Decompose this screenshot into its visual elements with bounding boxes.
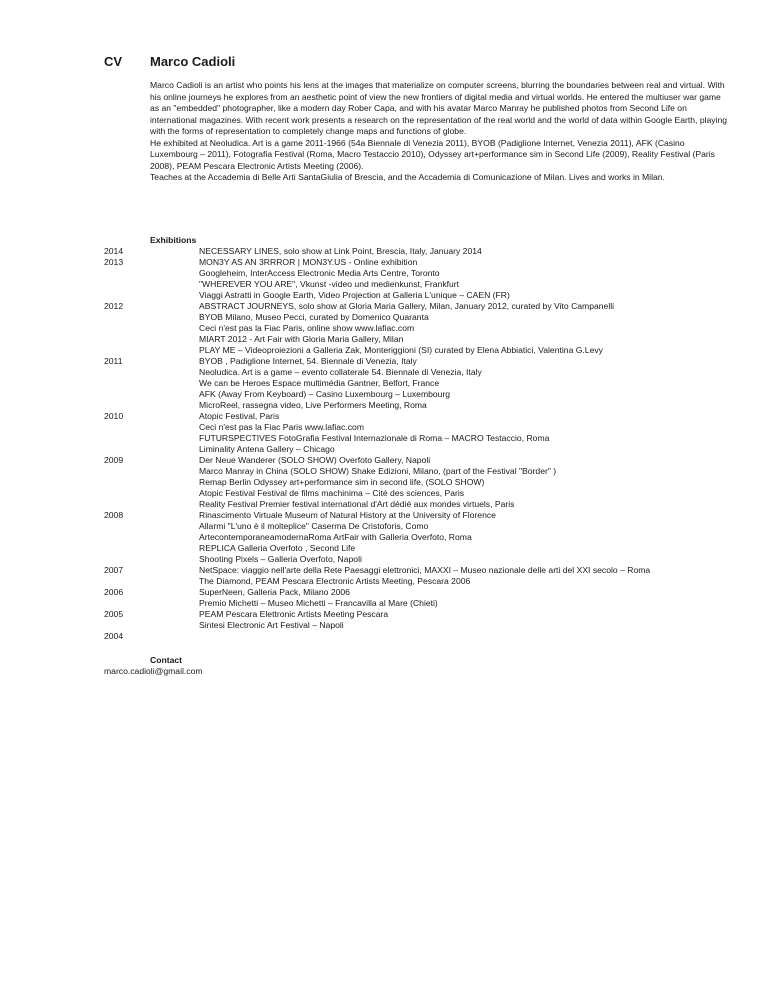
exhibition-entry: Atopic Festival Festival de films machinima – Cité des sciences, Paris xyxy=(199,488,465,498)
year-label: 2008 xyxy=(104,510,124,520)
exhibition-entry: Remap Berlin Odyssey art+performance sim in second life, (SOLO SHOW) xyxy=(199,477,485,487)
exhibition-entry: Der Neue Wanderer (SOLO SHOW) Overfoto Gallery, Napoli xyxy=(199,455,431,465)
exhibition-entry: Neoludica. Art is a game – evento collaterale 54. Biennale di Venezia, Italy xyxy=(199,367,482,377)
exhibition-entry: FUTURSPECTIVES FotoGrafia Festival Internazionale di Roma – MACRO Testaccio, Roma xyxy=(199,433,550,443)
page-title: Marco Cadioli xyxy=(150,54,236,69)
exhibition-entry: "WHEREVER YOU ARE", Vkunst -video und medienkunst, Frankfurt xyxy=(199,279,460,289)
contact-email[interactable]: marco.cadioli@gmail.com xyxy=(104,666,203,676)
exhibition-entry: Viaggi Astratti in Google Earth, Video Projection at Galleria L'unique – CAEN (FR) xyxy=(199,290,510,300)
exhibition-entry: Googleheim, InterAccess Electronic Media Arts Centre, Toronto xyxy=(199,268,440,278)
exhibition-entry: Ceci n'est pas la Fiac Paris www.lafiac.com xyxy=(199,422,364,432)
bio-section xyxy=(150,80,730,184)
exhibitions-list xyxy=(199,246,759,631)
exhibition-entry: Atopic Festival, Paris xyxy=(199,411,280,421)
exhibition-entry: Liminality Antena Gallery – Chicago xyxy=(199,444,335,454)
exhibition-entry: AFK (Away From Keyboard) – Casino Luxembourg – Luxembourg xyxy=(199,389,451,399)
year-label: 2012 xyxy=(104,301,124,311)
bio-paragraph: Marco Cadioli is an artist who points his lens at the images that materialize on computer screens, blurring the boundaries between real and virtual. With his online journeys he explores from an aesthetic point of view the new frontiers of digital media and virtual worlds. He entered the multiuser war game as an "embedded" photographer, like a modern day Rober Capa, and with his avatar Marco Manray he published photos from Second Life on international magazines. With recent work presents a research on the representation of the real world and the world of data within Google Earth, playing with the forms of representation to completely change maps and functions of globe. xyxy=(150,80,728,136)
year-label: 2013 xyxy=(104,257,124,267)
year-label: 2007 xyxy=(104,565,124,575)
year-label: 2005 xyxy=(104,609,124,619)
exhibition-entry: ArtecontemporaneamodernaRoma ArtFair with Galleria Overfoto, Roma xyxy=(199,532,472,542)
year-label: 2010 xyxy=(104,411,124,421)
exhibition-entry: Marco Manray in China (SOLO SHOW) Shake Edizioni, Milano, (part of the Festival "Border" ) xyxy=(199,466,557,476)
exhibition-entry: Allarmi "L'uno è il molteplice" Caserma De Cristoforis, Como xyxy=(199,521,429,531)
exhibition-entry: MicroReel, rassegna video, Live Performers Meeting, Roma xyxy=(199,400,427,410)
exhibition-entry: Shooting Pixels – Galleria Overfoto, Napoli xyxy=(199,554,362,564)
cv-label: CV xyxy=(104,54,123,69)
year-label: 2004 xyxy=(104,631,124,641)
exhibition-entry: PEAM Pescara Elettronic Artists Meeting Pescara xyxy=(199,609,389,619)
exhibition-entry: Reality Festival Premier festival international d'Art dédié aux mondes virtuels, Paris xyxy=(199,499,515,509)
exhibitions-heading: Exhibitions xyxy=(150,235,197,245)
exhibition-entry: SuperNeen, Galleria Pack, Milano 2006 xyxy=(199,587,350,597)
bio-paragraph: He exhibited at Neoludica. Art is a game 2011-1966 (54a Biennale di Venezia 2011), BYOB (Padiglione Internet, Venezia 2011), AFK (Casino Luxembourg – 2011), Fotografia Festival (Roma, Macro Testaccio 2010), Odyssey art+performance sim in Second Life (2009), Reality Festival (Paris 2008), PEAM Pescara Electronic Artists Meeting (2006). xyxy=(150,137,715,171)
exhibition-entry: NetSpace: viaggio nell'arte della Rete Paesaggi elettronici, MAXXI – Museo nazionale delle arti del XXI secolo – Roma xyxy=(199,565,651,575)
exhibition-entry: Ceci n'est pas la Fiac Paris, online show www.lafiac.com xyxy=(199,323,415,333)
exhibition-entry: BYOB , Padiglione Internet, 54. Biennale di Venezia, Italy xyxy=(199,356,417,366)
exhibition-entry: PLAY ME – Videoproiezioni a Galleria Zak, Monteriggioni (SI) curated by Elena Abbiatici, Valentina G.Levy xyxy=(199,345,603,355)
exhibition-entry: Premio Michetti – Museo Michetti – Francavilla al Mare (Chieti) xyxy=(199,598,438,608)
year-label: 2011 xyxy=(104,356,123,366)
exhibition-entry: We can be Heroes Espace multimédia Gantner, Belfort, France xyxy=(199,378,440,388)
exhibition-entry: MON3Y AS AN 3RRROR | MON3Y.US - Online exhibition xyxy=(199,257,418,267)
exhibition-entry: MIART 2012 - Art Fair with Gloria Maria Gallery, Milan xyxy=(199,334,404,344)
exhibition-entry: Rinascimento Virtuale Museum of Natural History at the University of Florence xyxy=(199,510,496,520)
year-label: 2009 xyxy=(104,455,124,465)
year-label: 2014 xyxy=(104,246,124,256)
exhibition-entry: REPLICA Galleria Overfoto , Second Life xyxy=(199,543,356,553)
bio-paragraph: Teaches at the Accademia di Belle Arti SantaGiulia of Brescia, and the Accademia di Comunicazione of Milan. Lives and works in Milan. xyxy=(150,172,665,182)
exhibition-entry: The Diamond, PEAM Pescara Electronic Artists Meeting, Pescara 2006 xyxy=(199,576,471,586)
exhibition-entry: Sintesi Electronic Art Festival – Napoli xyxy=(199,620,344,630)
year-label: 2006 xyxy=(104,587,124,597)
exhibition-entry: NECESSARY LINES, solo show at Link Point, Brescia, Italy, January 2014 xyxy=(199,246,482,256)
contact-heading: Contact xyxy=(150,655,182,665)
exhibition-entry: ABSTRACT JOURNEYS, solo show at Gloria Maria Gallery, Milan, January 2012, curated by Vito Campanelli xyxy=(199,301,615,311)
exhibition-entry: BYOB Milano, Museo Pecci, curated by Domenico Quaranta xyxy=(199,312,429,322)
